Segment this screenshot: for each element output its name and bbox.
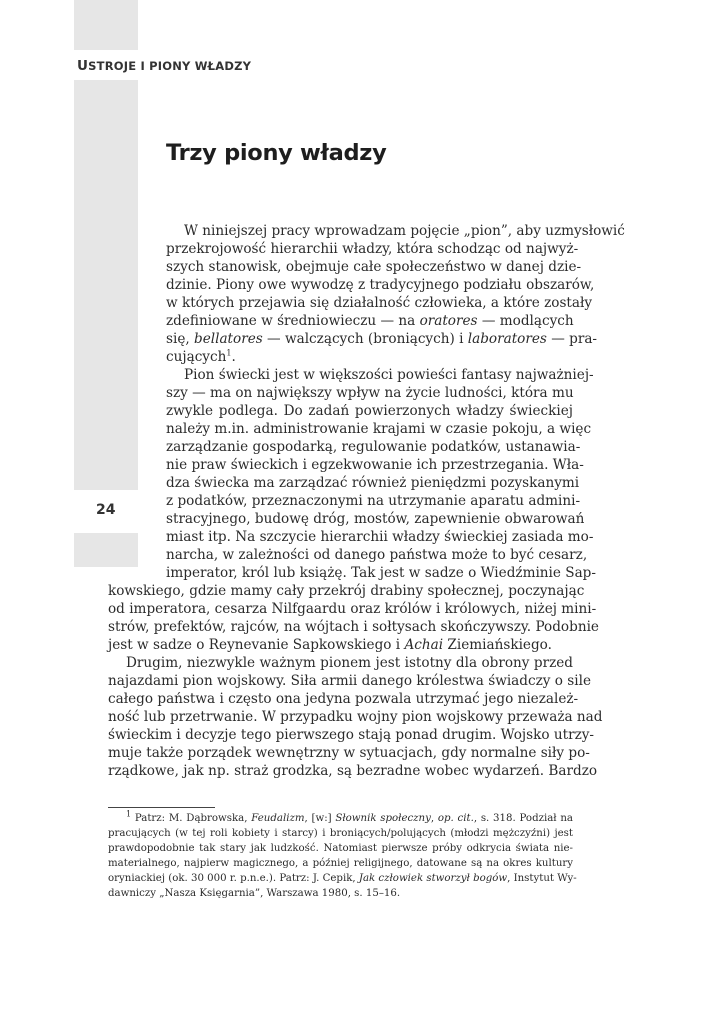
margin-tab-bottom: [74, 533, 138, 567]
text-line: dzinie. Piony owe wywodzę z tradycyjnego podziału obszarów,: [166, 277, 595, 293]
text-line: dza świecka ma zarządzać również pieniędzmi pozyskanymi: [166, 475, 580, 491]
text-line: zarządzanie gospodarką, regulowanie podatków, ustanawia-: [166, 439, 581, 455]
running-header: USTROJE I PIONY WŁADZY: [77, 58, 252, 74]
text-line: strów, prefektów, rajców, na wójtach i sołtysach skończywszy. Podobnie: [108, 619, 599, 635]
text-line: się, bellatores — walczących (broniących) i laboratores — pra-: [166, 331, 598, 347]
text-line: muje także porządek wewnętrzny w sytuacjach, gdy normalne siły po-: [108, 745, 590, 761]
text-line: świeckim i decyzje tego pierwszego stają ponad drugim. Wojsko utrzy-: [108, 727, 595, 743]
text-line: jest w sadze o Reynevanie Sapkowskiego i Achai Ziemiańskiego.: [108, 637, 552, 653]
text-line: przekrojowość hierarchii władzy, która schodząc od najwyż-: [166, 241, 579, 257]
text-line: cujących$^1$.: [166, 348, 236, 365]
footnote-line: $^1$ Patrz: M. Dąbrowska, Feudalizm, [w:] Słownik społeczny, op. cit., s. 318. Podział na: [126, 809, 573, 824]
chapter-title: Trzy piony władzy: [166, 140, 387, 166]
text-line: ność lub przetrwanie. W przypadku wojny pion wojskowy przeważa nad: [108, 709, 603, 725]
text-line: W niniejszej pracy wprowadzam pojęcie „pion”, aby uzmysłowić: [184, 223, 625, 239]
text-line: imperator, król lub książę. Tak jest w sadze o Wiedźminie Sap-: [166, 565, 596, 581]
text-line: narcha, w zależności od danego państwa może to być cesarz,: [166, 547, 588, 563]
margin-tab-middle: [74, 80, 138, 490]
text-line: zwykle podlega. Do zadań powierzonych władzy świeckiej: [166, 403, 573, 419]
text-line: miast itp. Na szczycie hierarchii władzy świeckiej zasiada mo-: [166, 529, 594, 545]
text-line: całego państwa i często ona jedyna pozwala utrzymać jego niezależ-: [108, 691, 579, 707]
text-line: kowskiego, gdzie mamy cały przekrój drabiny społecznej, poczynając: [108, 583, 585, 599]
text-line: nie praw świeckich i egzekwowanie ich przestrzegania. Wła-: [166, 457, 584, 473]
text-line: zdefiniowane w średniowieczu — na oratores — modlących: [166, 313, 574, 329]
text-line: od imperatora, cesarza Nilfgaardu oraz królów i królowych, niżej mini-: [108, 601, 597, 617]
text-line: stracyjnego, budowę dróg, mostów, zapewnienie obwarowań: [166, 511, 585, 527]
text-line: Drugim, niezwykle ważnym pionem jest istotny dla obrony przed: [126, 655, 573, 671]
margin-tab-top: [74, 0, 138, 50]
text-line: w których przejawia się działalność człowieka, a które zostały: [166, 295, 593, 311]
footnote-line: materialnego, najpierw magicznego, a później religijnego, datowane są na okres kultury: [108, 858, 573, 869]
text-line: z podatków, przeznaczonymi na utrzymanie aparatu admini-: [166, 493, 581, 509]
footnote-divider: [108, 807, 215, 808]
text-line: rządkowe, jak np. straż grodzka, są bezradne wobec wydarzeń. Bardzo: [108, 763, 598, 779]
page-number: 24: [96, 502, 116, 518]
text-line: szych stanowisk, obejmuje całe społeczeństwo w danej dzie-: [166, 259, 582, 275]
footnote-ref[interactable]: 1: [226, 348, 232, 358]
footnote-line: oryniackiej (ok. 30 000 r. p.n.e.). Patrz: J. Cepik, Jak człowiek stworzył bogów, Instytut Wy-: [108, 873, 577, 884]
footnote-line: pracujących (w tej roli kobiety i starcy) i broniących/polujących (młodzi mężczyźni) jest: [108, 828, 573, 839]
footnote-line: prawdopodobnie tak stary jak ludzkość. Natomiast pierwsze próby odkrycia świata nie-: [108, 843, 573, 854]
text-line: Pion świecki jest w większości powieści fantasy najważniej-: [184, 367, 594, 383]
text-line: szy — ma on największy wpływ na życie ludności, która mu: [166, 385, 574, 401]
text-line: należy m.in. administrowanie krajami w czasie pokoju, a więc: [166, 421, 592, 437]
footnote-line: dawniczy „Nasza Księgarnia”, Warszawa 1980, s. 15–16.: [108, 888, 401, 899]
text-line: najazdami pion wojskowy. Siła armii danego królestwa świadczy o sile: [108, 673, 591, 689]
